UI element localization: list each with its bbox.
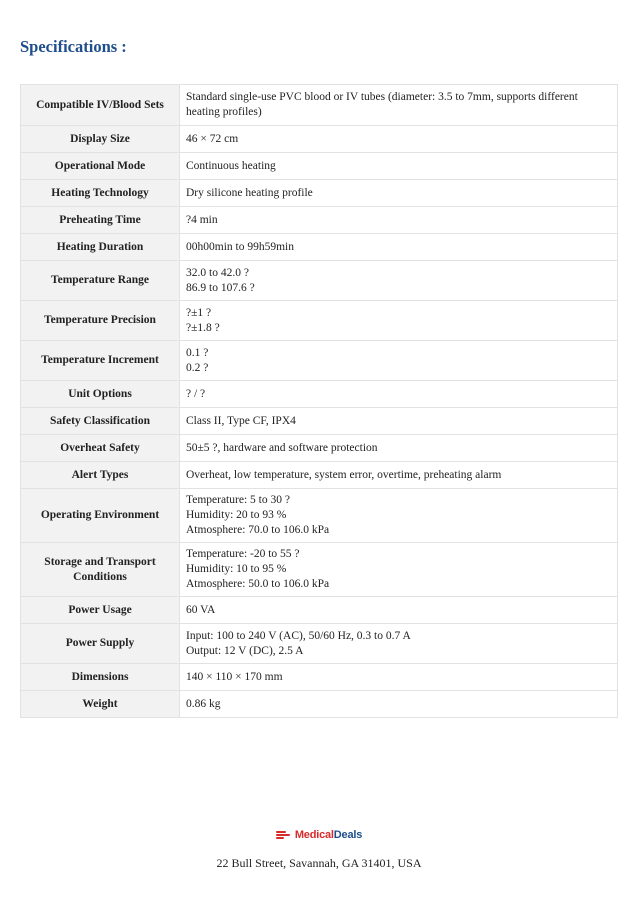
spec-value-line: 0.86 kg xyxy=(186,697,221,710)
spec-value xyxy=(180,85,618,126)
spec-label: Operating Environment xyxy=(21,489,180,543)
table-row xyxy=(21,234,618,261)
spec-value-line: 32.0 to 42.0 ? xyxy=(186,266,249,279)
spec-value-line: Atmosphere: 50.0 to 106.0 kPa xyxy=(186,578,330,590)
spec-value-line: Input: 100 to 240 V (AC), 50/60 Hz, 0.3 to 0.7 A xyxy=(186,629,411,642)
spec-label: Heating Technology xyxy=(21,180,180,207)
logo-text-medical: Medical xyxy=(294,829,334,841)
spec-value-line: Output: 12 V (DC), 2.5 A xyxy=(186,644,304,657)
spec-label: Display Size xyxy=(21,126,180,153)
table-row xyxy=(21,85,618,126)
spec-value xyxy=(180,462,618,489)
spec-value xyxy=(180,691,618,718)
table-row xyxy=(21,543,618,597)
spec-value xyxy=(180,381,618,408)
spec-value-line: Class II, Type CF, IPX4 xyxy=(186,414,296,427)
spec-value xyxy=(180,301,618,341)
spec-value xyxy=(180,180,618,207)
specifications-table xyxy=(20,84,618,718)
logo-mark-icon xyxy=(276,831,292,839)
spec-value xyxy=(180,126,618,153)
spec-value-line: ?±1.8 ? xyxy=(186,321,220,334)
spec-value xyxy=(180,624,618,664)
brand-logo xyxy=(0,826,638,844)
footer-address: 22 Bull Street, Savannah, GA 31401, USA xyxy=(216,856,422,870)
spec-value-line: 0.2 ? xyxy=(186,361,209,374)
spec-value xyxy=(180,207,618,234)
table-row xyxy=(21,624,618,664)
spec-label: Storage and Transport Conditions xyxy=(21,543,180,597)
table-row xyxy=(21,261,618,301)
spec-value-line: Overheat, low temperature, system error, overtime, preheating alarm xyxy=(186,468,502,481)
spec-value xyxy=(180,153,618,180)
spec-label: Temperature Increment xyxy=(21,341,180,381)
spec-label: Overheat Safety xyxy=(21,435,180,462)
spec-value xyxy=(180,341,618,381)
spec-value-line: Temperature: 5 to 30 ? xyxy=(186,494,290,506)
page-title: Specifications : xyxy=(20,37,127,56)
logo-text-deals: Deals xyxy=(333,829,363,841)
spec-label: Alert Types xyxy=(21,462,180,489)
spec-value-line: Humidity: 10 to 95 % xyxy=(186,563,287,575)
spec-value-line: ? / ? xyxy=(186,387,206,400)
spec-label: Temperature Precision xyxy=(21,301,180,341)
spec-value-line: 86.9 to 107.6 ? xyxy=(186,281,255,294)
spec-value-line: 0.1 ? xyxy=(186,346,209,359)
spec-label: Power Usage xyxy=(21,597,180,624)
spec-label: Dimensions xyxy=(21,664,180,691)
spec-label: Temperature Range xyxy=(21,261,180,301)
table-row xyxy=(21,435,618,462)
table-row xyxy=(21,126,618,153)
table-row xyxy=(21,691,618,718)
spec-label: Power Supply xyxy=(21,624,180,664)
table-row xyxy=(21,207,618,234)
spec-value xyxy=(180,408,618,435)
table-row xyxy=(21,153,618,180)
spec-value-line: ?±1 ? xyxy=(186,306,212,319)
table-row xyxy=(21,408,618,435)
specifications-table-body xyxy=(21,85,618,718)
spec-label: Safety Classification xyxy=(21,408,180,435)
spec-value-line: Humidity: 20 to 93 % xyxy=(186,509,287,521)
spec-value-line: ?4 min xyxy=(186,213,218,226)
spec-value-line: Dry silicone heating profile xyxy=(186,186,313,199)
table-row xyxy=(21,180,618,207)
spec-label: Heating Duration xyxy=(21,234,180,261)
spec-value xyxy=(180,597,618,624)
spec-label: Preheating Time xyxy=(21,207,180,234)
spec-value xyxy=(180,234,618,261)
spec-value-line: 140 × 110 × 170 mm xyxy=(186,670,283,683)
table-row xyxy=(21,664,618,691)
spec-value-line: Temperature: -20 to 55 ? xyxy=(186,548,300,560)
spec-value-line: 50±5 ?, hardware and software protection xyxy=(186,441,378,454)
table-row xyxy=(21,462,618,489)
spec-value xyxy=(180,261,618,301)
spec-value xyxy=(180,664,618,691)
spec-label: Weight xyxy=(21,691,180,718)
spec-value xyxy=(180,435,618,462)
table-row xyxy=(21,597,618,624)
spec-value-line: 00h00min to 99h59min xyxy=(186,240,294,253)
spec-label: Unit Options xyxy=(21,381,180,408)
spec-value-line: Atmosphere: 70.0 to 106.0 kPa xyxy=(186,524,330,536)
spec-value-line: Standard single-use PVC blood or IV tubes (diameter: 3.5 to 7mm, supports different heating profiles) xyxy=(186,91,578,118)
spec-label: Compatible IV/Blood Sets xyxy=(21,85,180,126)
spec-value-line: 60 VA xyxy=(186,603,216,616)
table-row xyxy=(21,341,618,381)
table-row xyxy=(21,489,618,543)
logo-wordmark xyxy=(295,829,362,841)
spec-value-line: 46 × 72 cm xyxy=(186,132,239,145)
table-row xyxy=(21,301,618,341)
spec-value xyxy=(180,543,618,597)
table-row xyxy=(21,381,618,408)
spec-label: Operational Mode xyxy=(21,153,180,180)
spec-value-line: Continuous heating xyxy=(186,159,276,172)
spec-value xyxy=(180,489,618,543)
